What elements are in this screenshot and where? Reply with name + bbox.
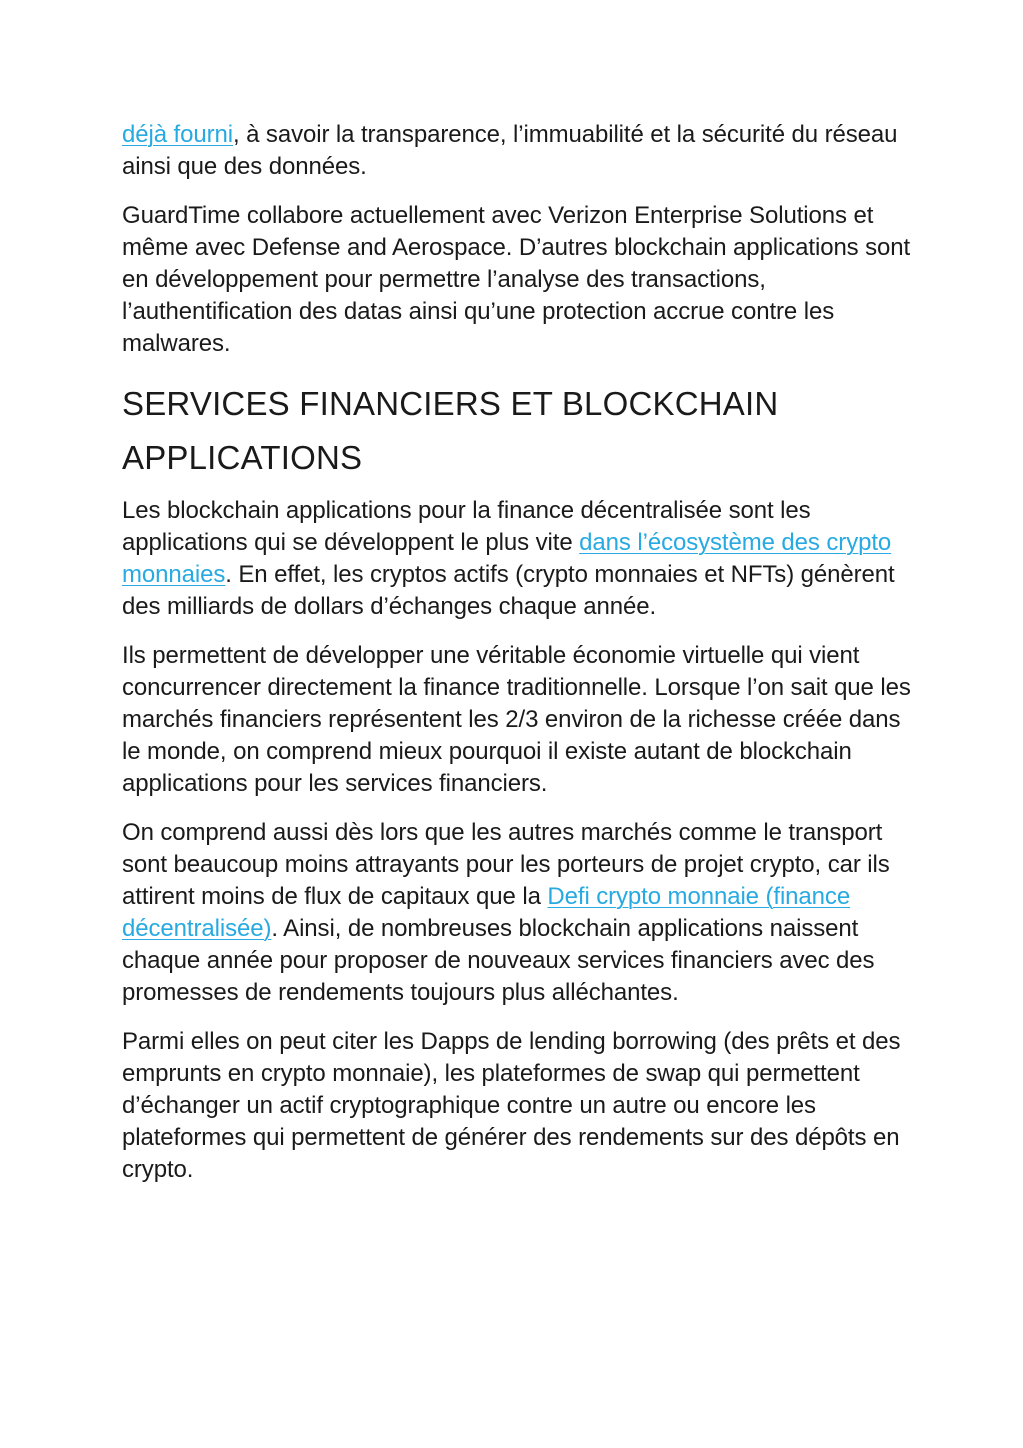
paragraph-defi-intro-text-start: Les blockchain applications pour la finance décentralisée sont les applications qui se développent le plus vite [122, 497, 811, 556]
link-ecosysteme-crypto[interactable]: dans l’écosystème des crypto monnaies [122, 529, 892, 588]
paragraph-economie-virtuelle-text: Ils permettent de développer une véritable économie virtuelle qui vient concurrencer directement la finance traditionnelle. Lorsque l’on sait que les marchés financiers représentent les 2/3 environ de la richesse créée dans le monde, on comprend mieux pourquoi il existe autant de blockchain applications pour les services financiers. [122, 642, 911, 797]
paragraph-guardtime [122, 200, 912, 360]
paragraph-economie-virtuelle [122, 640, 912, 800]
link-deja-fourni[interactable]: déjà fourni [122, 121, 233, 148]
paragraph-guardtime-text: GuardTime collabore actuellement avec Verizon Enterprise Solutions et même avec Defense and Aerospace. D’autres blockchain applications sont en développement pour permettre l’analyse des transactions, l’authentification des datas ainsi qu’une protection accrue contre les malwares. [122, 202, 911, 357]
paragraph-dapps-text: Parmi elles on peut citer les Dapps de lending borrowing (des prêts et des emprunts en crypto monnaie), les plateformes de swap qui permettent d’échanger un actif cryptographique contre un autre ou encore les plateformes qui permettent de générer des rendements sur des dépôts en crypto. [122, 1028, 901, 1183]
document-page [122, 119, 912, 1203]
paragraph-autres-marches-text-start: On comprend aussi dès lors que les autres marchés comme le transport sont beaucoup moins attrayants pour les porteurs de projet crypto, car ils attirent moins de flux de capitaux que la [122, 819, 890, 910]
paragraph-dapps [122, 1026, 912, 1186]
paragraph-defi-intro [122, 495, 912, 623]
link-defi-crypto[interactable]: Defi crypto monnaie (finance décentralisée) [122, 883, 851, 942]
paragraph-intro [122, 119, 912, 183]
paragraph-defi-intro-text-end: . En effet, les cryptos actifs (crypto monnaies et NFTs) génèrent des milliards de dollars d’échanges chaque année. [122, 561, 895, 620]
paragraph-autres-marches-text-end: . Ainsi, de nombreuses blockchain applications naissent chaque année pour proposer de nouveaux services financiers avec des promesses de rendements toujours plus alléchantes. [122, 915, 875, 1006]
paragraph-intro-text: , à savoir la transparence, l’immuabilité et la sécurité du réseau ainsi que des données. [122, 121, 898, 180]
section-heading: SERVICES FINANCIERS ET BLOCKCHAIN APPLICATIONS [122, 385, 779, 476]
paragraph-autres-marches [122, 817, 912, 1009]
